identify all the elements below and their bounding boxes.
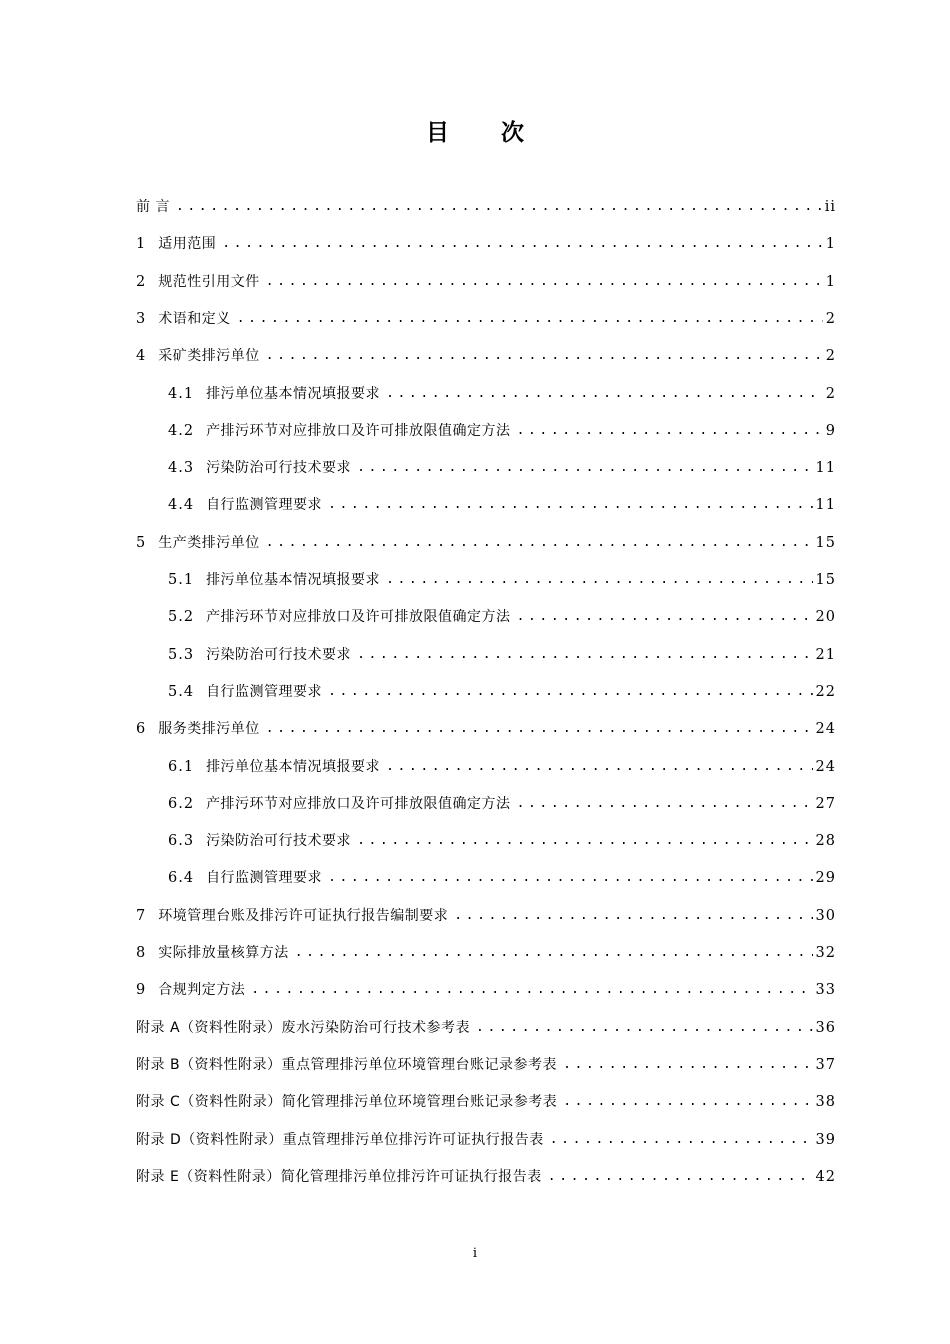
toc-entry[interactable]	[136, 1163, 836, 1187]
toc-entry-page: 1	[825, 274, 836, 290]
toc-entry[interactable]	[136, 529, 836, 553]
toc-entry-number: 4	[136, 348, 147, 364]
toc-dot-leader	[357, 458, 812, 478]
toc-entry-page: 36	[815, 1020, 836, 1036]
toc-entry-number: 6.3	[168, 833, 195, 849]
toc-entry-number: 4.2	[168, 423, 195, 439]
toc-entry[interactable]	[136, 268, 836, 292]
toc-entry[interactable]	[136, 1088, 836, 1112]
toc-entry-title: 产排污环节对应排放口及许可排放限值确定方法	[206, 423, 511, 439]
toc-dot-leader	[517, 421, 823, 441]
toc-dot-leader	[550, 1130, 813, 1150]
toc-entry-title: 排污单位基本情况填报要求	[206, 386, 381, 402]
toc-dot-leader	[222, 234, 823, 254]
toc-dot-leader	[295, 943, 813, 963]
toc-entry-page: 33	[815, 982, 836, 998]
toc-entry-title: 污染防治可行技术要求	[206, 460, 352, 476]
toc-entry-title: 实际排放量核算方法	[158, 945, 289, 961]
toc-dot-leader	[266, 272, 823, 292]
toc-dot-leader	[266, 719, 813, 739]
toc-entry-title: 服务类排污单位	[158, 721, 260, 737]
toc-entry[interactable]	[136, 305, 836, 329]
toc-entry-title: 适用范围	[158, 236, 217, 252]
toc-entry[interactable]	[168, 603, 836, 627]
toc-dot-leader	[237, 309, 823, 329]
toc-entry-page: 2	[825, 386, 836, 402]
toc-entry-page: 38	[815, 1094, 836, 1110]
toc-entry-number: 1	[136, 236, 147, 252]
toc-entry[interactable]	[168, 753, 836, 777]
toc-entry-number: 6	[136, 721, 147, 737]
toc-entry-title: 产排污环节对应排放口及许可排放限值确定方法	[206, 796, 511, 812]
toc-entry[interactable]	[168, 417, 836, 441]
toc-entry[interactable]	[136, 1126, 836, 1150]
toc-entry-title: 生产类排污单位	[158, 535, 260, 551]
toc-entry-number: 5.4	[168, 684, 195, 700]
toc-entry[interactable]	[136, 1014, 836, 1038]
toc-entry-page: 27	[815, 796, 836, 812]
toc-entry-title: 污染防治可行技术要求	[206, 833, 352, 849]
toc-entry-page: 15	[815, 535, 836, 551]
page-title: 目 次	[425, 120, 546, 146]
toc-entry-number: 2	[136, 274, 147, 290]
toc-entry[interactable]	[136, 230, 836, 254]
toc-entry-title: 产排污环节对应排放口及许可排放限值确定方法	[206, 609, 511, 625]
toc-entry-title: 附录 A（资料性附录）废水污染防治可行技术参考表	[136, 1020, 471, 1036]
toc-entry[interactable]	[136, 902, 836, 926]
toc-entry-title: 自行监测管理要求	[206, 684, 323, 700]
toc-entry-number: 3	[136, 311, 147, 327]
toc-dot-leader	[548, 1167, 813, 1187]
toc-entry[interactable]	[168, 491, 836, 515]
toc-entry[interactable]	[168, 827, 836, 851]
toc-dot-leader	[176, 197, 822, 217]
toc-entry-number: 4.1	[168, 386, 195, 402]
toc-entry[interactable]	[168, 641, 836, 665]
toc-entry-number: 5.3	[168, 647, 195, 663]
toc-entry-page: 11	[815, 460, 836, 476]
toc-entry-title: 采矿类排污单位	[158, 348, 260, 364]
toc-entry-page: 20	[815, 609, 836, 625]
toc-dot-leader	[386, 757, 812, 777]
toc-entry-page: 24	[815, 759, 836, 775]
page-number: i	[472, 1246, 478, 1261]
toc-entry-number: 6.1	[168, 759, 195, 775]
toc-entry[interactable]	[136, 715, 836, 739]
toc-dot-leader	[386, 384, 823, 404]
toc-entry-page: 22	[815, 684, 836, 700]
toc-entry[interactable]	[136, 1051, 836, 1075]
toc-entry-number: 5.2	[168, 609, 195, 625]
toc-entry-title: 前 言	[136, 199, 170, 215]
toc-entry[interactable]	[168, 566, 836, 590]
toc-entry-page: ii	[824, 199, 836, 215]
toc-entry-page: 21	[815, 647, 836, 663]
toc-dot-leader	[328, 868, 812, 888]
toc-entry-title: 排污单位基本情况填报要求	[206, 572, 381, 588]
toc-entry-page: 1	[825, 236, 836, 252]
toc-entry-page: 30	[815, 908, 836, 924]
toc-entry-title: 规范性引用文件	[158, 274, 260, 290]
toc-entry-number: 4.3	[168, 460, 195, 476]
toc-entry-title: 附录 C（资料性附录）简化管理排污单位环境管理台账记录参考表	[136, 1094, 558, 1110]
toc-entry-page: 15	[815, 572, 836, 588]
toc-entry-title: 术语和定义	[158, 311, 231, 327]
toc-dot-leader	[357, 645, 812, 665]
toc-dot-leader	[476, 1018, 813, 1038]
toc-entry-title: 排污单位基本情况填报要求	[206, 759, 381, 775]
toc-entry-title: 环境管理台账及排污许可证执行报告编制要求	[158, 908, 449, 924]
toc-entry[interactable]	[168, 454, 836, 478]
toc-entry-page: 28	[815, 833, 836, 849]
toc-entry-page: 39	[815, 1132, 836, 1148]
toc-dot-leader	[563, 1055, 812, 1075]
toc-entry[interactable]	[168, 678, 836, 702]
toc-dot-leader	[251, 980, 812, 1000]
toc-entry[interactable]	[136, 976, 836, 1000]
toc-dot-leader	[517, 794, 813, 814]
toc-dot-leader	[266, 533, 813, 553]
toc-entry-number: 5.1	[168, 572, 195, 588]
toc-entry[interactable]	[136, 342, 836, 366]
toc-entry-page: 24	[815, 721, 836, 737]
toc-dot-leader	[357, 831, 812, 851]
toc-entry-page: 37	[815, 1057, 836, 1073]
toc-dot-leader	[454, 906, 812, 926]
toc-dot-leader	[563, 1092, 812, 1112]
toc-entry-page: 11	[815, 497, 836, 513]
toc-entry-title: 附录 B（资料性附录）重点管理排污单位环境管理台账记录参考表	[136, 1057, 558, 1073]
toc-entry-page: 32	[815, 945, 836, 961]
toc-dot-leader	[386, 570, 812, 590]
toc-entry[interactable]	[168, 380, 836, 404]
toc-dot-leader	[328, 495, 812, 515]
toc-entry[interactable]	[168, 864, 836, 888]
toc-dot-leader	[266, 346, 823, 366]
toc-entry-page: 9	[825, 423, 836, 439]
toc-entry-page: 29	[815, 870, 836, 886]
toc-dot-leader	[517, 607, 813, 627]
toc-dot-leader	[328, 682, 812, 702]
toc-entry[interactable]	[136, 939, 836, 963]
toc-entry-title: 自行监测管理要求	[206, 497, 323, 513]
toc-entry-number: 5	[136, 535, 147, 551]
toc-entry-title: 污染防治可行技术要求	[206, 647, 352, 663]
toc-entry-title: 合规判定方法	[158, 982, 246, 998]
toc-entry-title: 附录 D（资料性附录）重点管理排污单位排污许可证执行报告表	[136, 1132, 544, 1148]
toc-entry-page: 42	[815, 1169, 836, 1185]
toc-entry-number: 9	[136, 982, 147, 998]
toc-entry-title: 自行监测管理要求	[206, 870, 323, 886]
toc-entry[interactable]	[168, 790, 836, 814]
toc-entry-page: 2	[825, 311, 836, 327]
toc-entry-page: 2	[825, 348, 836, 364]
toc-entry-number: 6.2	[168, 796, 195, 812]
toc-entry-number: 4.4	[168, 497, 195, 513]
toc-entry[interactable]	[136, 193, 836, 217]
toc-entry-number: 7	[136, 908, 147, 924]
toc-entry-number: 8	[136, 945, 147, 961]
toc-entry-number: 6.4	[168, 870, 195, 886]
toc-entry-title: 附录 E（资料性附录）简化管理排污单位排污许可证执行报告表	[136, 1169, 542, 1185]
